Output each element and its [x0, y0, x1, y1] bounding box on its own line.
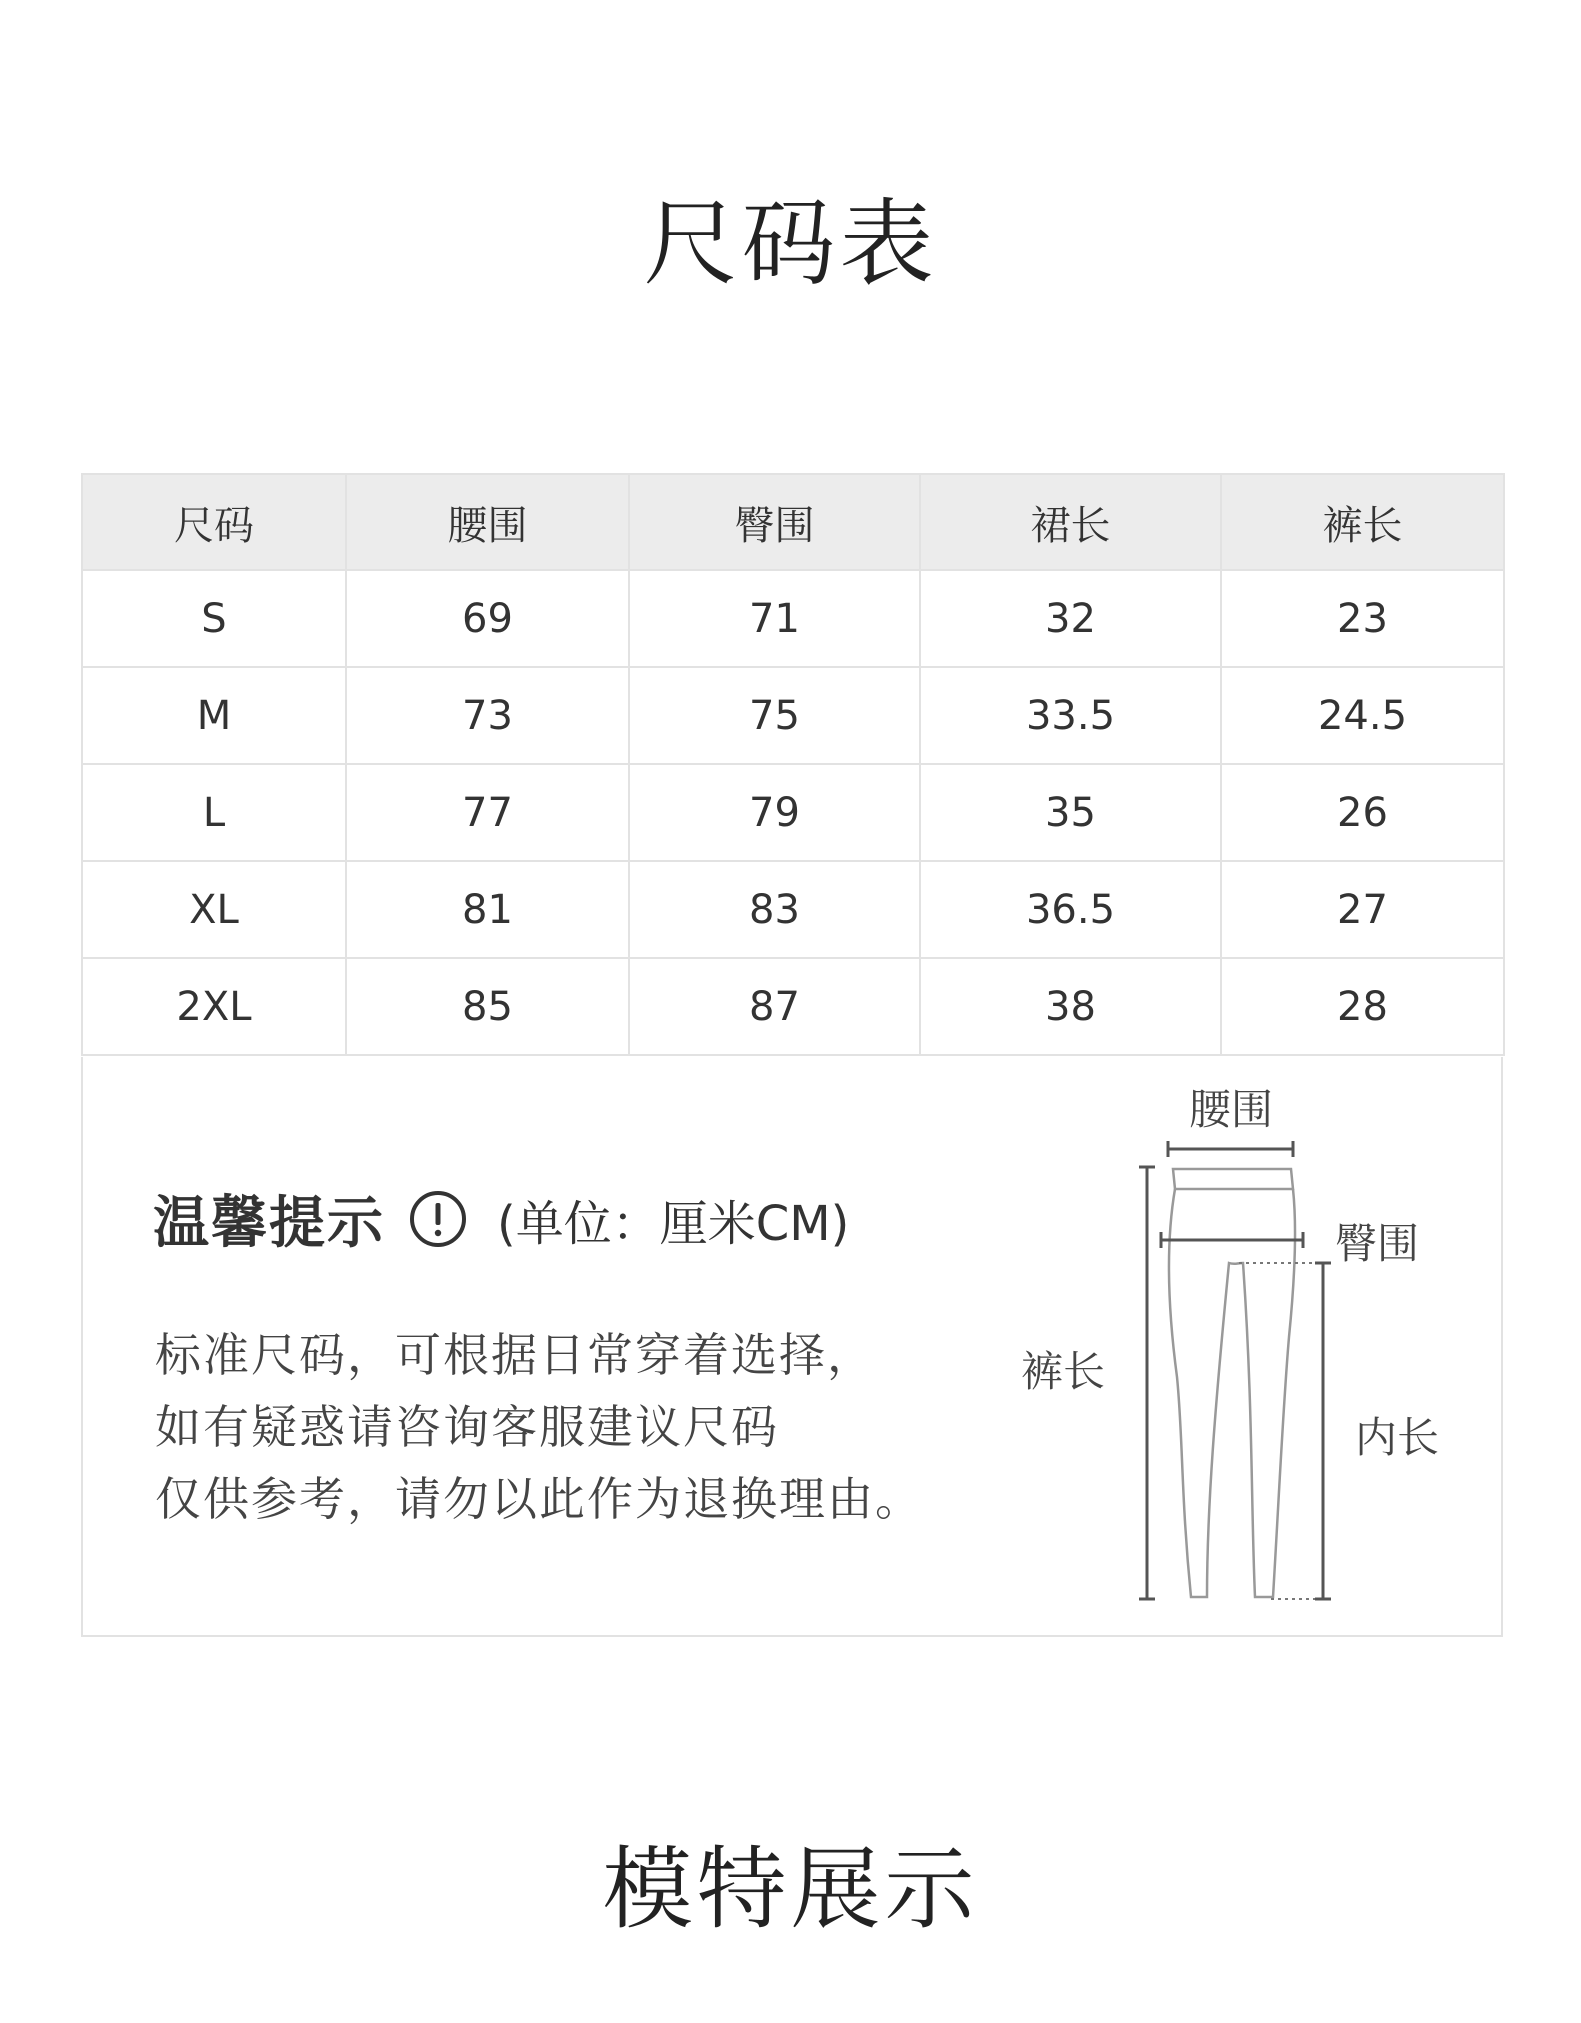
pants-measurement-diagram	[1021, 1077, 1503, 1617]
cell-pants-length: 23	[1221, 570, 1504, 667]
cell-hip: 71	[629, 570, 920, 667]
tips-header	[153, 1179, 849, 1259]
exclamation-circle-icon	[409, 1190, 467, 1248]
tips-title: 温馨提示	[153, 1191, 385, 1256]
tips-line: 仅供参考，请勿以此作为退换理由。	[155, 1472, 923, 1526]
page-title: 尺码表	[643, 190, 938, 299]
pants-length-label: 裤长	[1021, 1347, 1106, 1396]
section-title: 模特展示	[602, 1837, 979, 1942]
cell-waist: 81	[346, 861, 629, 958]
header-size: 尺码	[82, 474, 346, 570]
tips-text	[155, 1319, 923, 1535]
header-pants-length: 裤长	[1221, 474, 1504, 570]
inseam-label: 内长	[1355, 1413, 1440, 1462]
cell-pants-length: 26	[1221, 764, 1504, 861]
cell-waist: 85	[346, 958, 629, 1055]
cell-skirt-length: 35	[920, 764, 1221, 861]
cell-size: L	[82, 764, 346, 861]
cell-hip: 79	[629, 764, 920, 861]
table-row	[82, 764, 1504, 861]
table-row	[82, 958, 1504, 1055]
cell-skirt-length: 33.5	[920, 667, 1221, 764]
cell-waist: 77	[346, 764, 629, 861]
cell-hip: 83	[629, 861, 920, 958]
cell-skirt-length: 36.5	[920, 861, 1221, 958]
cell-size: S	[82, 570, 346, 667]
cell-waist: 69	[346, 570, 629, 667]
cell-hip: 75	[629, 667, 920, 764]
header-waist: 腰围	[346, 474, 629, 570]
table-row	[82, 861, 1504, 958]
tips-box	[81, 1057, 1503, 1637]
tips-line: 标准尺码，可根据日常穿着选择，	[155, 1328, 875, 1382]
cell-size: XL	[82, 861, 346, 958]
header-skirt-length: 裙长	[920, 474, 1221, 570]
waist-label: 腰围	[1189, 1085, 1274, 1134]
cell-size: M	[82, 667, 346, 764]
tips-line: 如有疑惑请咨询客服建议尺码	[155, 1400, 779, 1454]
hip-label: 臀围	[1335, 1219, 1420, 1268]
cell-skirt-length: 38	[920, 958, 1221, 1055]
cell-size: 2XL	[82, 958, 346, 1055]
cell-waist: 73	[346, 667, 629, 764]
cell-hip: 87	[629, 958, 920, 1055]
table-row	[82, 667, 1504, 764]
cell-pants-length: 24.5	[1221, 667, 1504, 764]
header-hip: 臀围	[629, 474, 920, 570]
unit-note: (单位：厘米CM)	[497, 1195, 850, 1252]
cell-pants-length: 28	[1221, 958, 1504, 1055]
size-table	[81, 473, 1505, 1056]
pants-illustration	[1103, 1077, 1503, 1617]
cell-skirt-length: 32	[920, 570, 1221, 667]
cell-pants-length: 27	[1221, 861, 1504, 958]
table-row	[82, 570, 1504, 667]
table-header-row	[82, 474, 1504, 570]
